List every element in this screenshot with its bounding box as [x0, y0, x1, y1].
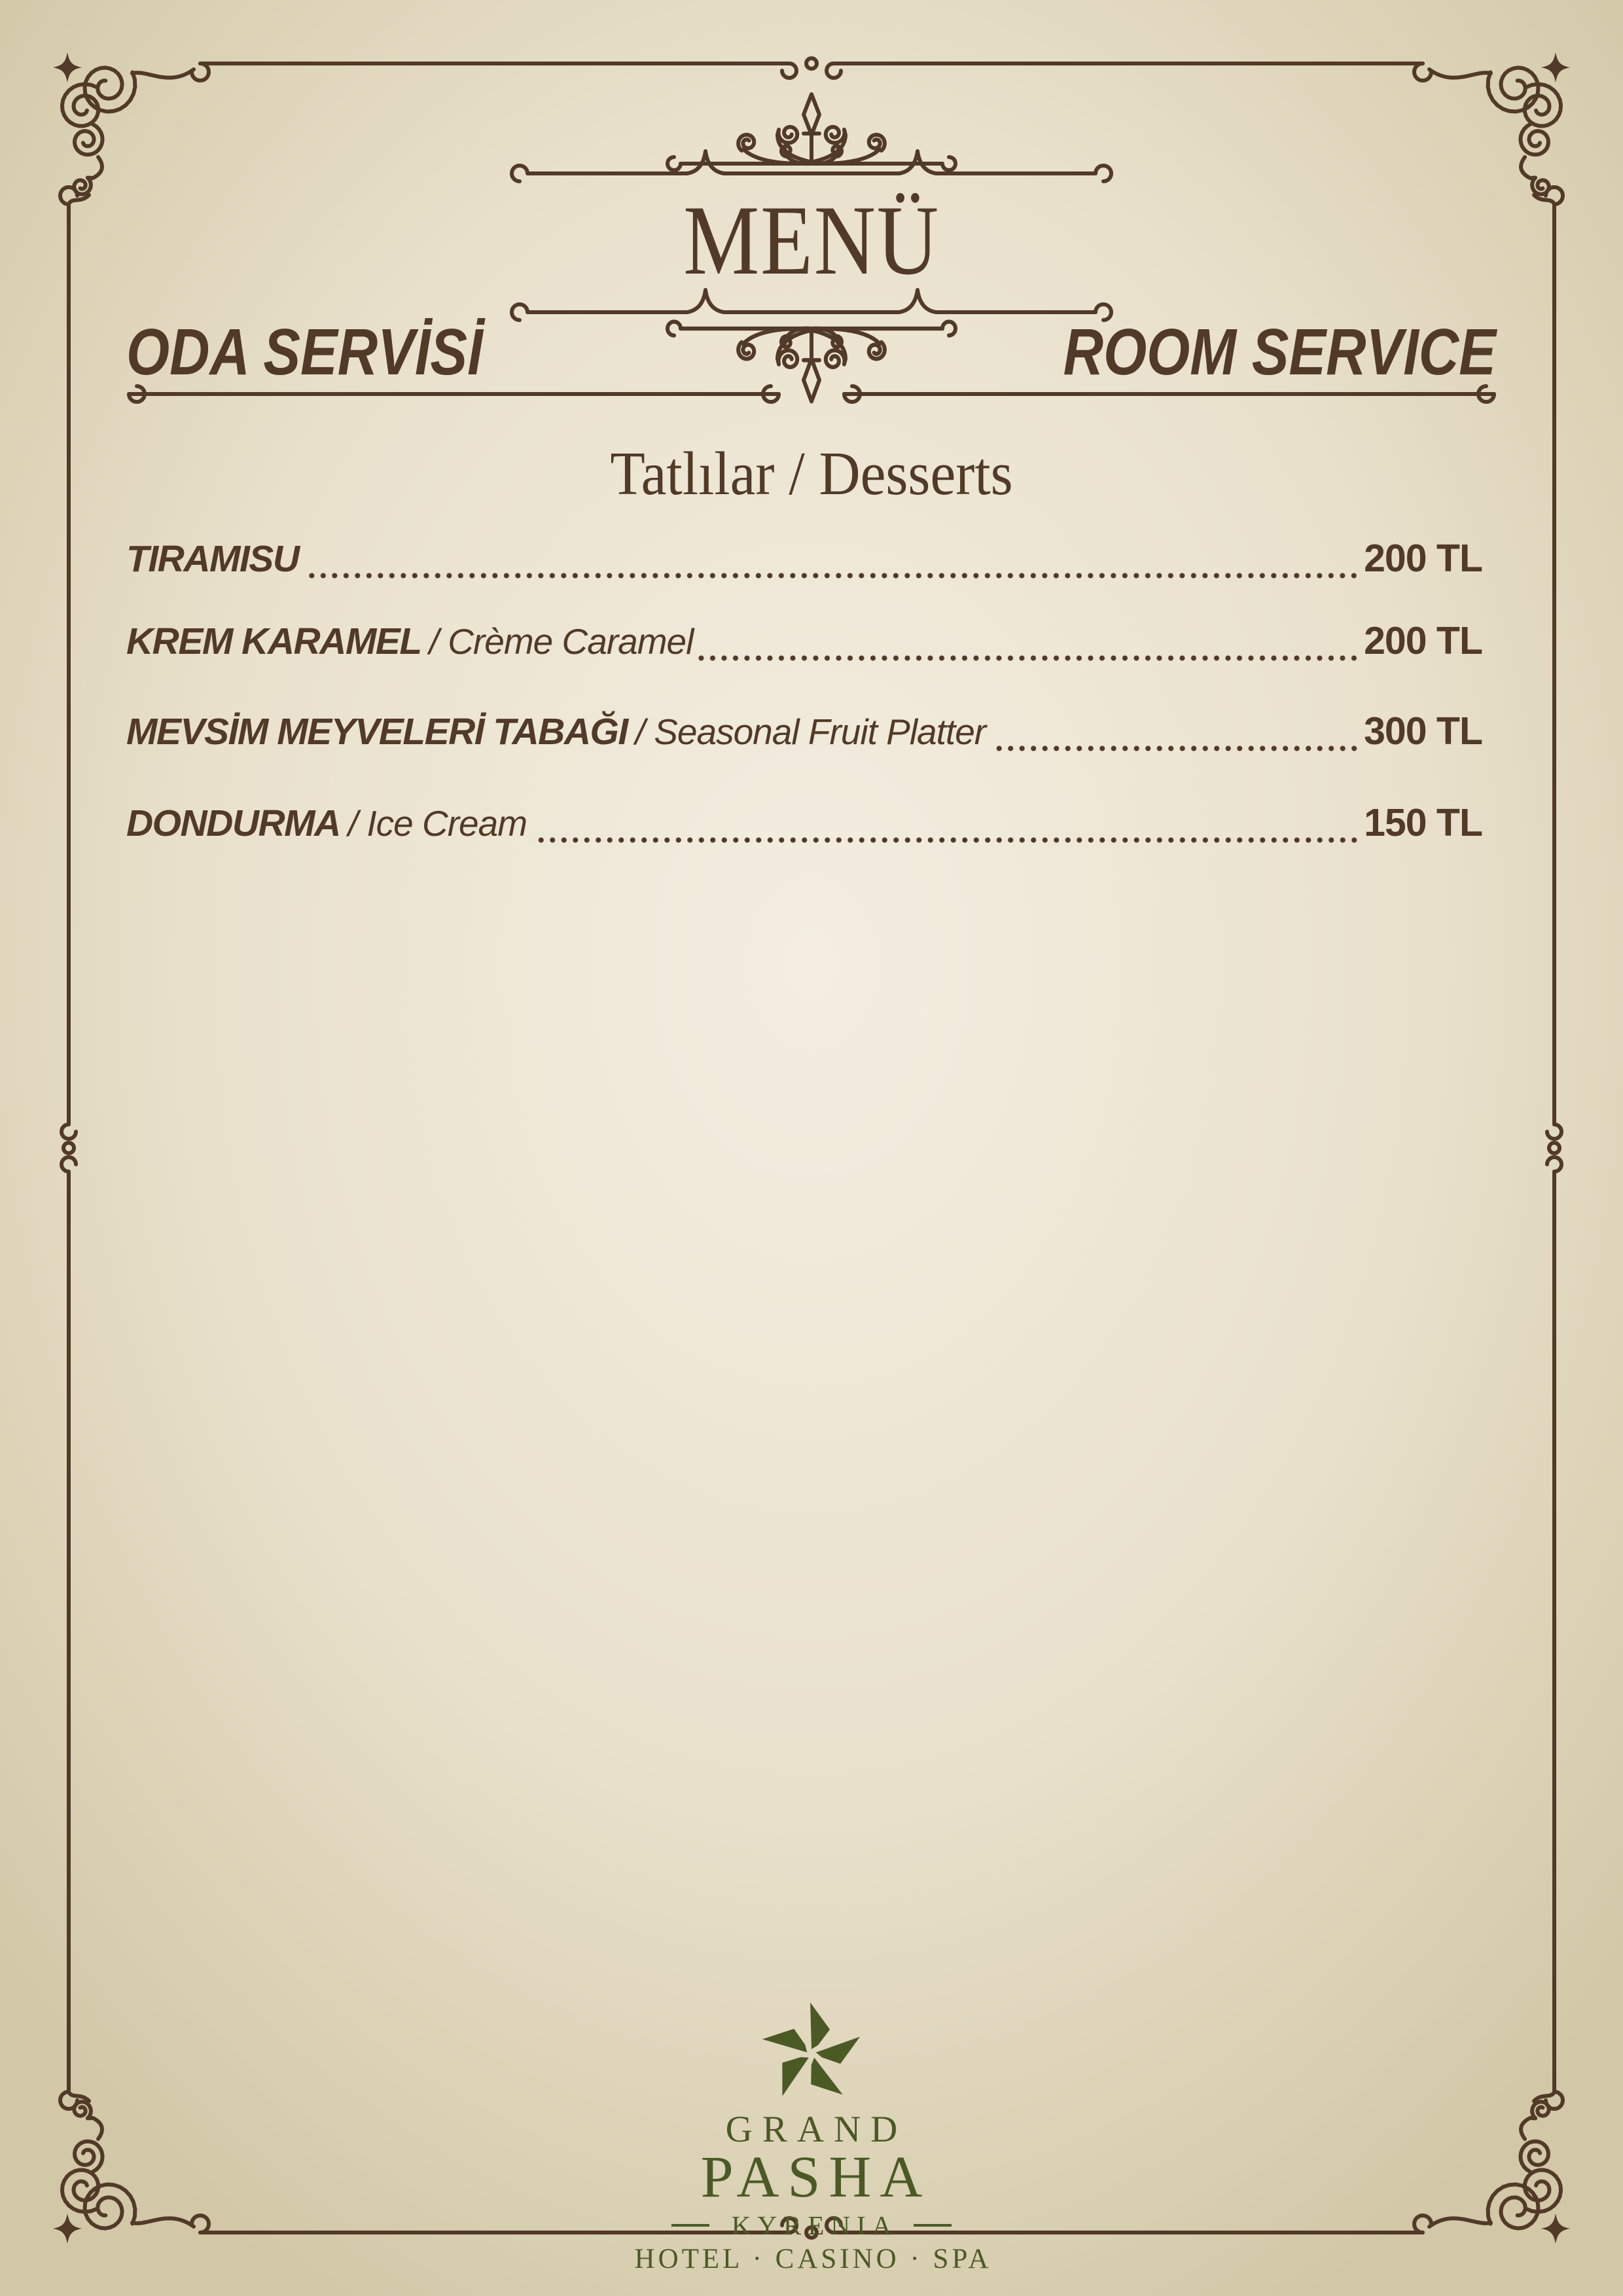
hotel-logo: [0, 2000, 1623, 2274]
service-label-turkish: ODA SERVİSİ: [126, 315, 483, 389]
menu-item-row: [126, 802, 1482, 844]
item-name: TIRAMISU: [126, 538, 299, 580]
menu-item-row: [126, 538, 1482, 580]
brand-location: [0, 2212, 1623, 2239]
item-name: DONDURMA: [126, 802, 340, 844]
location-text: KYRENIA: [731, 2210, 899, 2240]
item-translation: / Ice Cream: [348, 803, 527, 844]
dotted-leader: [304, 571, 1360, 580]
item-translation: / Seasonal Fruit Platter: [635, 711, 986, 752]
dotted-leader: [532, 836, 1360, 844]
header-flourish-icon: [668, 322, 955, 402]
service-label-english: ROOM SERVICE: [1063, 315, 1496, 389]
menu-item-row: [126, 711, 1482, 753]
corner-ornament-icon: [53, 52, 194, 203]
dash-rule-left: [671, 2224, 709, 2227]
item-price: 200 TL: [1364, 537, 1482, 580]
corner-ornament-icon: [1429, 52, 1570, 203]
brand-name-grand: GRAND: [725, 2109, 908, 2150]
item-name: KREM KARAMEL: [126, 620, 421, 662]
page-title: MENÜ: [683, 185, 940, 295]
item-price: 200 TL: [1364, 619, 1482, 662]
item-price: 300 TL: [1364, 709, 1482, 753]
header-flourish-icon: [668, 94, 955, 170]
item-name: MEVSİM MEYVELERİ TABAĞI: [126, 711, 628, 753]
dash-rule-right: [914, 2224, 952, 2227]
brand-name-pasha: PASHA: [700, 2145, 931, 2210]
dotted-leader: [991, 744, 1360, 753]
menu-item-row: [126, 620, 1482, 662]
item-translation: / Crème Caramel: [429, 621, 694, 662]
item-price: 150 TL: [1364, 801, 1482, 844]
section-title: Tatlılar / Desserts: [610, 440, 1013, 508]
brand-tagline: HOTEL · CASINO · SPA: [634, 2244, 992, 2274]
dotted-leader: [698, 654, 1360, 662]
